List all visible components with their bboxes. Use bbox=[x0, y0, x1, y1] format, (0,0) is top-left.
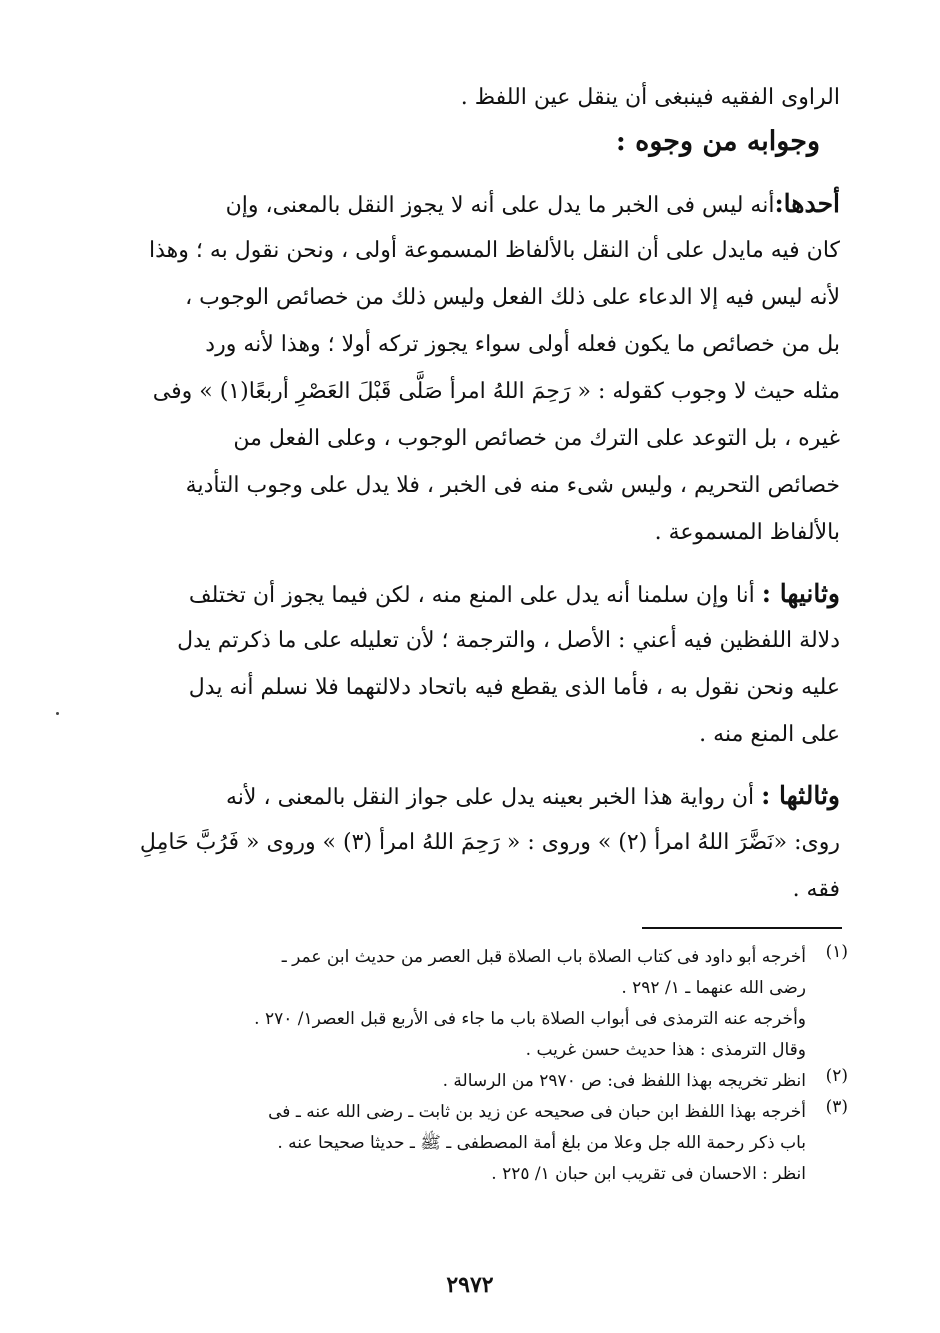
paragraph-line: بل من خصائص ما يكون فعله أولى سواء يجوز تركه أولا ؛ وهذا لأنه ورد bbox=[205, 332, 840, 357]
footnote bbox=[88, 1066, 848, 1097]
paragraph-first bbox=[105, 180, 840, 556]
footnotes bbox=[88, 942, 848, 1190]
paragraph-line: فقه . bbox=[792, 877, 840, 902]
intro-line: الراوى الفقيه فينبغى أن ينقل عين اللفظ . bbox=[460, 85, 840, 110]
section-heading: وجوابه من وجوه : bbox=[615, 126, 820, 157]
paragraph-line: عليه ونحن نقول به ، فأما الذى يقطع فيه باتحاد دلالتهما فلا نسلم أنه يدل bbox=[188, 675, 840, 700]
paragraph-lead: وثانيها : bbox=[761, 579, 840, 608]
paragraph-text: أن رواية هذا الخبر بعينه يدل على جواز النقل بالمعنى ، لأنه bbox=[226, 785, 762, 810]
footnote-line: وأخرجه عنه الترمذى فى أبواب الصلاة باب ما جاء فى الأربع قبل العصر١/ ٢٧٠ . bbox=[254, 1009, 806, 1029]
paragraph-text: أنه ليس فى الخبر ما يدل على أنه لا يجوز النقل بالمعنى، وإن bbox=[225, 193, 775, 218]
main-text bbox=[105, 82, 840, 913]
paragraph-lead: أحدها: bbox=[774, 189, 840, 218]
footnote-line: باب ذكر رحمة الله جل وعلا من بلغ أمة المصطفى ـ ﷺ ـ حديثا صحيحا عنه . bbox=[277, 1133, 806, 1153]
paragraph-line: لأنه ليس فيه إلا الدعاء على ذلك الفعل وليس ذلك من خصائص الوجوب ، bbox=[185, 285, 840, 310]
paragraph-lead: وثالثها : bbox=[761, 781, 840, 810]
paragraph-third bbox=[105, 772, 840, 913]
footnote-line: أخرجه بهذا اللفظ ابن حبان فى صحيحه عن زيد بن ثابت ـ رضى الله عنه ـ فى bbox=[268, 1102, 806, 1122]
footnote-line: انظر تخريجه بهذا اللفظ فى: ص ٢٩٧٠ من الرسالة . bbox=[442, 1071, 806, 1091]
paragraph-line bbox=[105, 570, 840, 617]
footnote-number: (١) bbox=[825, 942, 848, 962]
paragraph-line: مثله حيث لا وجوب كقوله : « رَحِمَ اللهُ امرأ صَلَّى قَبْلَ العَصْرِ أربعًا(١) » وفى bbox=[152, 379, 840, 404]
footnote-separator bbox=[642, 927, 842, 929]
page-number: ٢٩٧٢ bbox=[446, 1272, 494, 1298]
paragraph-line: روى: «نَضَّرَ اللهُ امرأ (٢) » وروى : « رَحِمَ اللهُ امرأ (٣) » وروى « فَرُبَّ حَامِلِ bbox=[139, 830, 840, 855]
footnote-line: رضى الله عنهما ـ ١/ ٢٩٢ . bbox=[621, 978, 806, 998]
paragraph-line bbox=[105, 772, 840, 819]
paragraph-line bbox=[105, 180, 840, 227]
paragraph-text: أنا وإن سلمنا أنه يدل على المنع منه ، لكن فيما يجوز أن تختلف bbox=[188, 583, 762, 608]
paragraph-line: على المنع منه . bbox=[699, 722, 840, 747]
paragraph-line: بالألفاظ المسموعة . bbox=[654, 520, 840, 545]
paragraph-line: كان فيه مايدل على أن النقل بالألفاظ المسموعة أولى ، ونحن نقول به ؛ وهذا bbox=[149, 238, 840, 263]
footnote-line: انظر : الاحسان فى تقريب ابن حبان ١/ ٢٢٥ . bbox=[491, 1164, 806, 1184]
paragraph-line: خصائص التحريم ، وليس شىء منه فى الخبر ، فلا يدل على وجوب التأدية bbox=[185, 473, 840, 498]
footnote bbox=[88, 1097, 848, 1190]
footnote-line: وقال الترمذى : هذا حديث حسن غريب . bbox=[525, 1040, 806, 1060]
footnote-number: (٢) bbox=[825, 1066, 848, 1086]
footnote-number: (٣) bbox=[825, 1097, 848, 1117]
footnote-line: أخرجه أبو داود فى كتاب الصلاة باب الصلاة قبل العصر من حديث ابن عمر ـ bbox=[281, 947, 806, 967]
paragraph-second bbox=[105, 570, 840, 758]
footnote bbox=[88, 942, 848, 1066]
scan-speck bbox=[56, 712, 59, 715]
paragraph-line: غيره ، بل التوعد على الترك من خصائص الوجوب ، وعلى الفعل من bbox=[233, 426, 840, 451]
paragraph-line: دلالة اللفظين فيه أعني : الأصل ، والترجمة ؛ لأن تعليله على ما ذكرتم يدل bbox=[177, 628, 840, 653]
